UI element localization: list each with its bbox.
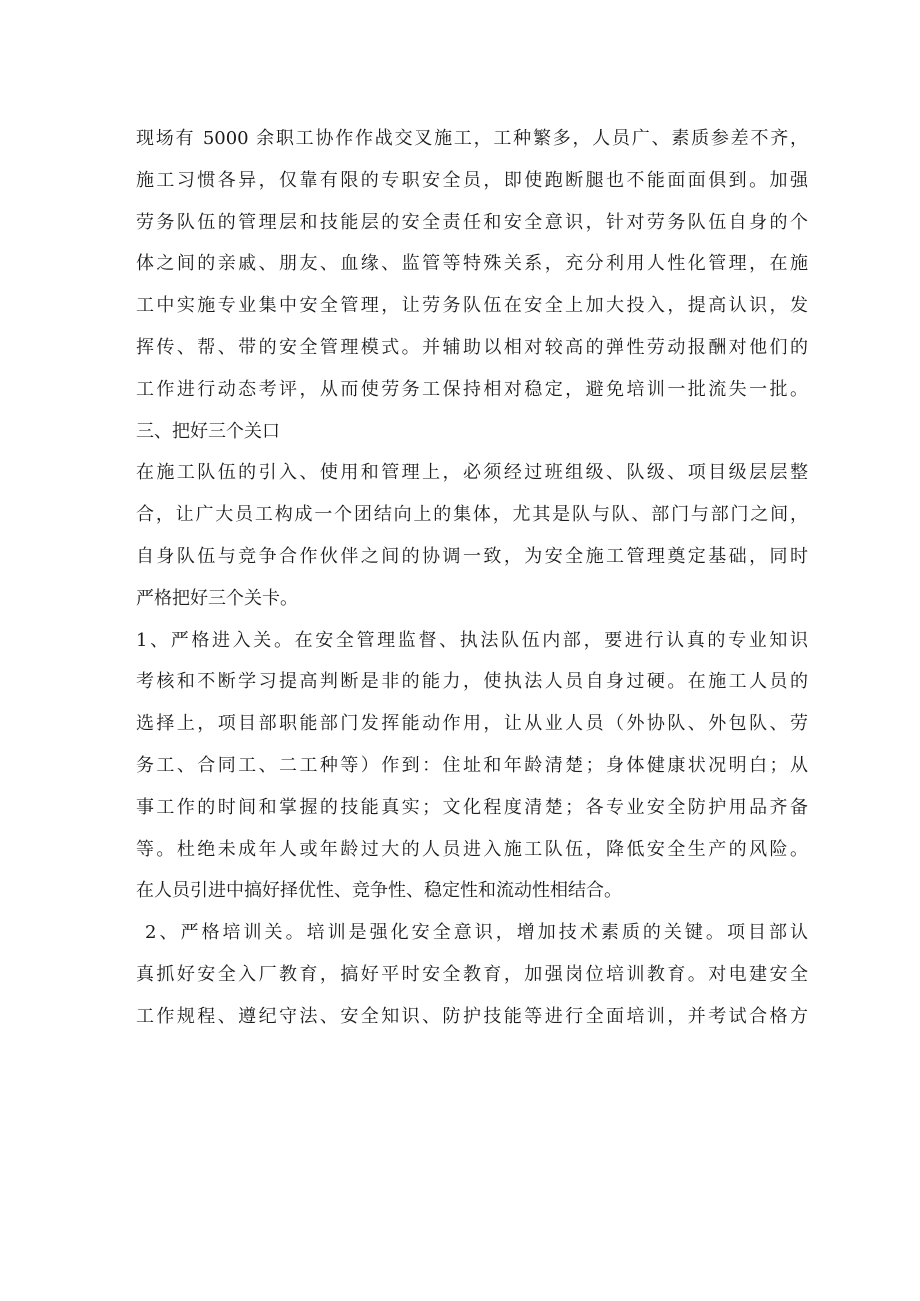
text-line: 挥传、帮、带的安全管理模式。并辅助以相对较高的弹性劳动报酬对他们的 (136, 336, 808, 358)
text-line: 体之间的亲戚、朋友、血缘、监管等特殊关系，充分利用人性化管理，在施 (136, 253, 808, 275)
text-line: 真抓好安全入厂教育，搞好平时安全教育，加强岗位培训教育。对电建安全 (136, 963, 808, 985)
text-line: 工作规程、遵纪守法、安全知识、防护技能等进行全面培训，并考试合格方 (136, 1005, 808, 1027)
text-line: 在人员引进中搞好择优性、竞争性、稳定性和流动性相结合。 (136, 880, 622, 902)
text-line: 务工、合同工、二工种等）作到：住址和年龄清楚；身体健康状况明白；从 (136, 754, 808, 776)
text-line: 事工作的时间和掌握的技能真实；文化程度清楚；各专业安全防护用品齐备 (136, 796, 808, 818)
text-line: 现场有 5000 余职工协作作战交叉施工，工种繁多，人员广、素质参差不齐， (136, 128, 808, 149)
text-line: 考核和不断学习提高判断是非的能力，使执法人员自身过硬。在施工人员的 (136, 671, 808, 693)
text-line: 工作进行动态考评，从而使劳务工保持相对稳定，避免培训一批流失一批。 (136, 378, 808, 400)
body-text (136, 118, 808, 1038)
text-line: 等。杜绝未成年人或年龄过大的人员进入施工队伍，降低安全生产的风险。 (136, 838, 808, 860)
text-line: 合，让广大员工构成一个团结向上的集体，尤其是队与队、部门与部门之间， (136, 504, 808, 526)
text-line: 在施工队伍的引入、使用和管理上，必须经过班组级、队级、项目级层层整 (136, 462, 808, 484)
text-line: 劳务队伍的管理层和技能层的安全责任和安全意识，针对劳务队伍自身的个 (136, 211, 808, 233)
text-line: 施工习惯各异，仅靠有限的专职安全员，即使跑断腿也不能面面俱到。加强 (136, 169, 808, 191)
text-line: 选择上，项目部职能部门发挥能动作用，让从业人员（外协队、外包队、劳 (136, 713, 808, 735)
text-line: 严格把好三个关卡。 (136, 587, 298, 609)
text-line: 三、把好三个关口 (136, 420, 280, 442)
text-line: 工中实施专业集中安全管理，让劳务队伍在安全上加大投入，提高认识，发 (136, 295, 808, 317)
text-line: 1、严格进入关。在安全管理监督、执法队伍内部，要进行认真的专业知识 (136, 629, 808, 651)
text-line: 自身队伍与竞争合作伙伴之间的协调一致，为安全施工管理奠定基础，同时 (136, 545, 808, 567)
text-line: 2、严格培训关。培训是强化安全意识，增加技术素质的关键。项目部认 (145, 922, 808, 944)
